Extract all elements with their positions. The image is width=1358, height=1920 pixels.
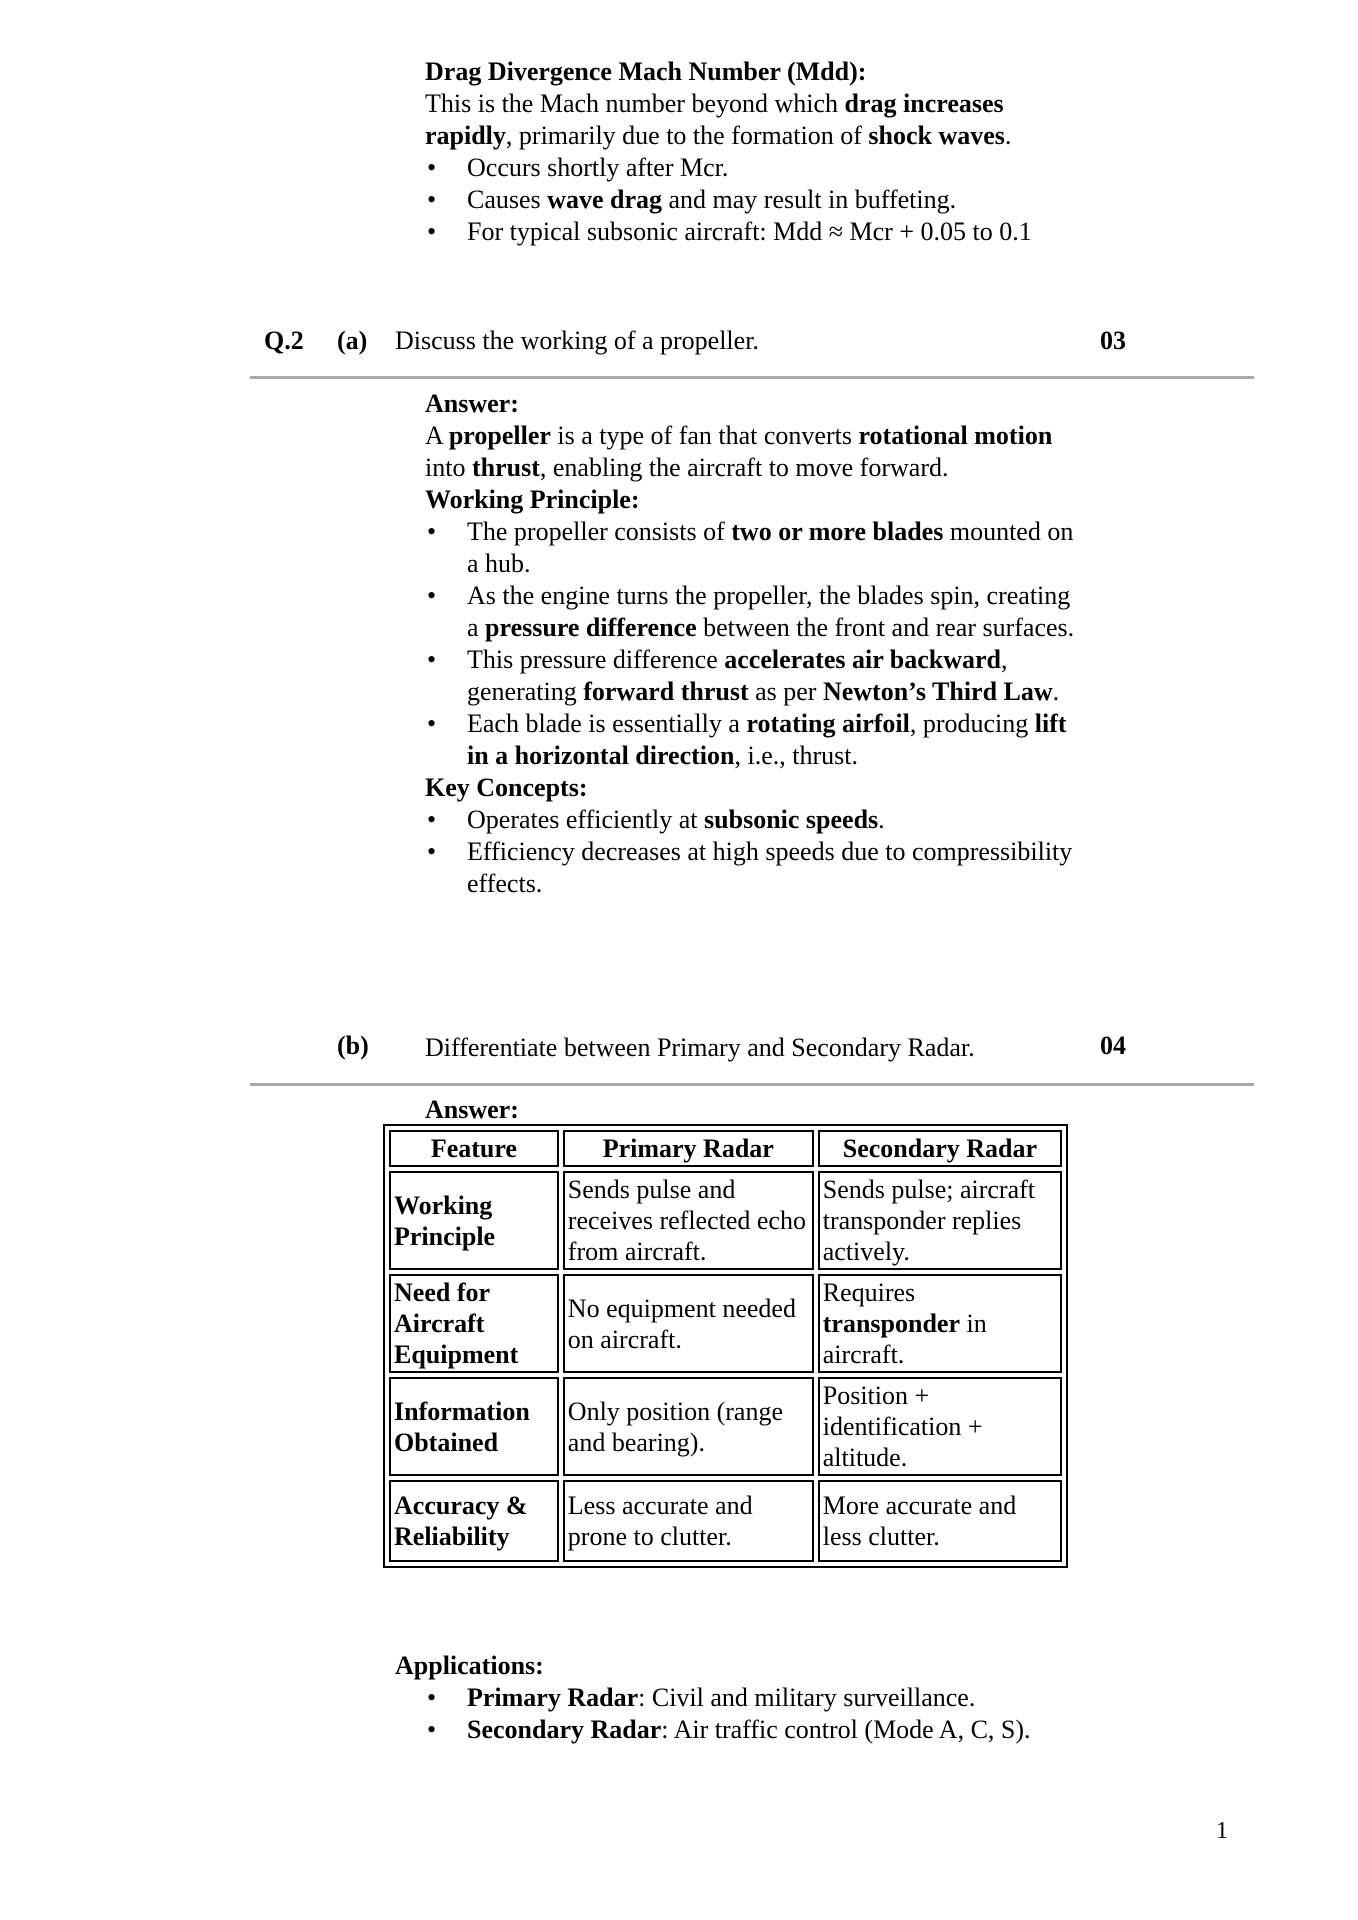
list-item (425, 184, 1085, 216)
text-run: : Air traffic control (Mode A, C, S). (661, 1715, 1031, 1744)
bold-text: lift in a horizontal direction (467, 709, 1067, 770)
mdd-section (425, 56, 1085, 248)
table-row (389, 1274, 1062, 1373)
primary-radar-cell (563, 1377, 814, 1476)
q2b-question: Differentiate between Primary and Secondary Radar. (425, 1033, 975, 1062)
bold-text: forward thrust (583, 677, 749, 706)
working-principle-heading: Working Principle: (425, 485, 640, 514)
text-run: Only position (range and bearing). (567, 1396, 783, 1457)
table-header-cell: Primary Radar (563, 1130, 814, 1167)
secondary-radar-cell (818, 1274, 1062, 1373)
feature-cell: Need for Aircraft Equipment (389, 1274, 559, 1373)
primary-radar-cell (563, 1480, 814, 1562)
text-run: , enabling the aircraft to move forward. (539, 453, 949, 482)
q2a-label: (a) (337, 326, 368, 355)
feature-cell: Working Principle (389, 1171, 559, 1270)
text-run: For typical subsonic aircraft: Mdd ≈ Mcr + 0.05 to 0.1 (467, 217, 1032, 246)
bold-text: drag increases rapidly (425, 89, 1004, 150)
working-principle-list (425, 516, 1085, 772)
table-header-cell: Secondary Radar (818, 1130, 1062, 1167)
bold-text: pressure difference (485, 613, 697, 642)
mdd-description (425, 88, 1085, 152)
q2a-question: Discuss the working of a propeller. (395, 326, 759, 355)
primary-radar-cell (563, 1171, 814, 1270)
applications-section (395, 1650, 1095, 1746)
text-run: is a type of fan that converts (550, 421, 859, 450)
list-item (425, 708, 1085, 772)
bold-text: transponder (822, 1309, 960, 1338)
text-run: Occurs shortly after Mcr. (467, 153, 729, 182)
primary-radar-cell (563, 1274, 814, 1373)
page-number: 1 (1216, 1818, 1228, 1844)
table-row (389, 1480, 1062, 1562)
answer-a-label: Answer: (425, 389, 519, 418)
text-run: No equipment needed on aircraft. (567, 1293, 796, 1354)
text-run: in aircraft. (822, 1309, 987, 1369)
text-run: This pressure difference (467, 645, 725, 674)
text-run: Each blade is essentially a (467, 709, 747, 738)
list-item (425, 1682, 1095, 1714)
feature-cell: Information Obtained (389, 1377, 559, 1476)
text-run: . (1052, 677, 1060, 706)
bold-text: subsonic speeds (704, 805, 879, 834)
text-run: between the front and rear surfaces. (696, 613, 1075, 642)
text-run: As the engine turns the propeller, the blades spin, creating a (467, 581, 1071, 642)
list-item (425, 516, 1085, 580)
key-concepts-heading: Key Concepts: (425, 773, 588, 802)
text-run: A (425, 421, 449, 450)
text-run: and may result in buffeting. (662, 185, 957, 214)
mdd-heading: Drag Divergence Mach Number (Mdd): (425, 57, 867, 86)
list-item (425, 216, 1085, 248)
table-row (389, 1171, 1062, 1270)
feature-cell: Accuracy & Reliability (389, 1480, 559, 1562)
bold-text: shock waves (868, 121, 1005, 150)
text-run: , generating (467, 645, 1008, 706)
radar-comparison-table (383, 1124, 1068, 1568)
text-run: . (1004, 121, 1012, 150)
answer-b-label: Answer: (425, 1095, 519, 1124)
bold-text: two or more blades (731, 517, 944, 546)
divider-a (250, 376, 1254, 379)
text-run: Sends pulse; aircraft transponder replies actively. (822, 1175, 1036, 1266)
table-header-row (389, 1130, 1062, 1167)
text-run: The propeller consists of (467, 517, 732, 546)
bold-text: Primary Radar (467, 1683, 639, 1712)
list-item (425, 1714, 1095, 1746)
text-run: Operates efficiently at (467, 805, 705, 834)
text-run: Sends pulse and receives reflected echo from aircraft. (567, 1175, 806, 1266)
text-run: as per (748, 677, 823, 706)
answer-a-intro (425, 420, 1085, 484)
text-run: Causes (467, 185, 548, 214)
list-item (425, 580, 1085, 644)
applications-list (425, 1682, 1095, 1746)
applications-heading: Applications: (395, 1651, 544, 1680)
bold-text: wave drag (547, 185, 662, 214)
table-row (389, 1377, 1062, 1476)
q2a-marks: 03 (1100, 326, 1126, 355)
table-header-cell: Feature (389, 1130, 559, 1167)
text-run: Less accurate and prone to clutter. (567, 1491, 753, 1551)
text-run: , primarily due to the formation of (505, 121, 869, 150)
answer-a-section (425, 388, 1085, 900)
bold-text: rotating airfoil (746, 709, 910, 738)
text-run: mounted on a hub. (467, 517, 1074, 578)
bold-text: thrust (471, 453, 540, 482)
text-run: More accurate and less clutter. (822, 1491, 1017, 1551)
text-run: Requires (822, 1278, 916, 1307)
text-run: : Civil and military surveillance. (638, 1683, 976, 1712)
mdd-bullet-list (425, 152, 1085, 248)
divider-b (250, 1083, 1254, 1086)
secondary-radar-cell (818, 1377, 1062, 1476)
text-run: . (878, 805, 885, 834)
text-run: This is the Mach number beyond which (425, 89, 845, 118)
text-run: , i.e., thrust. (734, 741, 858, 770)
secondary-radar-cell (818, 1480, 1062, 1562)
bold-text: accelerates air backward (724, 645, 1002, 674)
text-run: Position + identification + altitude. (822, 1381, 983, 1472)
bold-text: propeller (448, 421, 551, 450)
bold-text: rotational motion (858, 421, 1053, 450)
text-run: , producing (909, 709, 1035, 738)
bold-text: Secondary Radar (467, 1715, 662, 1744)
list-item (425, 804, 1085, 836)
secondary-radar-cell (818, 1171, 1062, 1270)
text-run: into (425, 453, 472, 482)
q2-number: Q.2 (264, 326, 304, 355)
bold-text: Newton’s Third Law (822, 677, 1053, 706)
key-concepts-list (425, 804, 1085, 900)
list-item (425, 836, 1085, 900)
q2b-label: (b) (337, 1031, 369, 1060)
list-item (425, 152, 1085, 184)
list-item (425, 644, 1085, 708)
text-run: Efficiency decreases at high speeds due to compressibility effects. (467, 837, 1073, 898)
q2b-marks: 04 (1100, 1031, 1126, 1060)
